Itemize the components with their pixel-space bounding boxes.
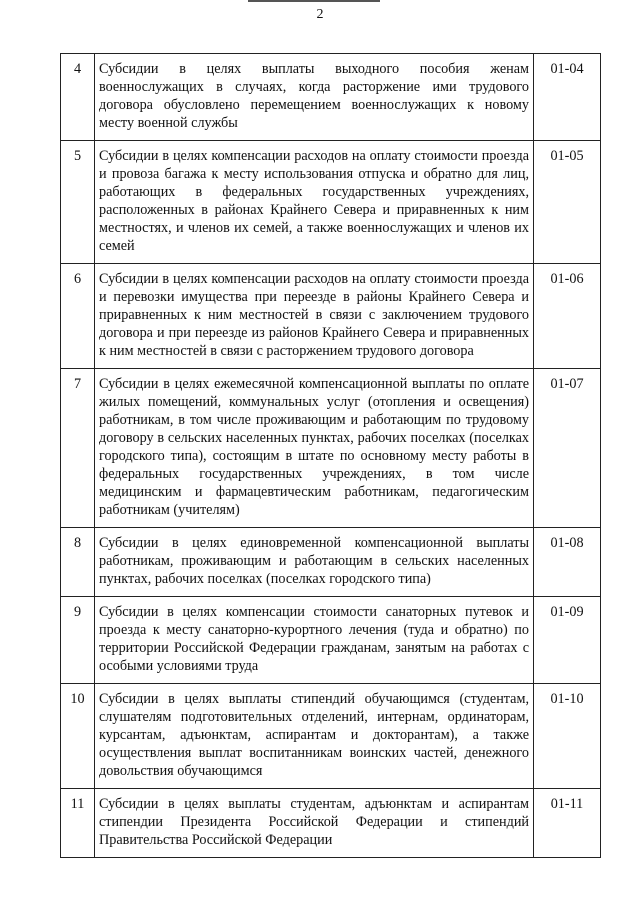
- row-code: 01-09: [534, 597, 601, 684]
- row-code: 01-08: [534, 528, 601, 597]
- top-rule: [248, 0, 380, 2]
- page-number: 2: [316, 7, 324, 22]
- row-description: Субсидии в целях единовременной компенсационной выплаты работникам, проживающим и работающим в сельских населенных пунктах, рабочих поселках (поселках городского типа): [95, 528, 534, 597]
- row-description: Субсидии в целях ежемесячной компенсационной выплаты по оплате жилых помещений, коммунальных услуг (отопления и освещения) работникам, в том числе проживающим и работающим по трудовому договору в сельских населенных пунктах, рабочих поселках (поселках городского типа), состоящим в штате по основному месту работы в федеральных государственных учреждениях, в том числе медицинским и фармацевтическим работникам, педагогическим работникам (учителям): [95, 369, 534, 528]
- row-description: Субсидии в целях компенсации расходов на оплату стоимости проезда и провоза багажа к месту использования отпуска и обратно для лиц, работающих в федеральных государственных учреждениях, расположенных в районах Крайнего Севера и приравненных к ним местностях, и членов их семей, а также военнослужащих и членов их семей: [95, 141, 534, 264]
- row-number: 6: [61, 264, 95, 369]
- table-row: [61, 528, 601, 597]
- row-code: 01-07: [534, 369, 601, 528]
- row-code: 01-05: [534, 141, 601, 264]
- row-description: Субсидии в целях выплаты выходного пособия женам военнослужащих в случаях, когда расторжение ими трудового договора обусловлено перемещением военнослужащих к новому месту военной службы: [95, 54, 534, 141]
- row-number: 10: [61, 684, 95, 789]
- row-description: Субсидии в целях компенсации расходов на оплату стоимости проезда и перевозки имущества при переезде в районы Крайнего Севера и приравненных к ним местностей в связи с заключением трудового договора и при переезде из районов Крайнего Севера и приравненных к ним местностей в связи с расторжением трудового договора: [95, 264, 534, 369]
- row-number: 9: [61, 597, 95, 684]
- row-number: 11: [61, 789, 95, 858]
- table-row: [61, 54, 601, 141]
- table-row: [61, 369, 601, 528]
- table-row: [61, 597, 601, 684]
- row-code: 01-11: [534, 789, 601, 858]
- row-number: 7: [61, 369, 95, 528]
- row-description: Субсидии в целях выплаты стипендий обучающимся (студентам, слушателям подготовительных отделений, интернам, ординаторам, курсантам, адъюнктам, аспирантам и докторантам), а также осуществления выплат воспитанникам воинских частей, денежного довольствия обучающимся: [95, 684, 534, 789]
- row-description: Субсидии в целях компенсации стоимости санаторных путевок и проезда к месту санаторно-курортного лечения (туда и обратно) по территории Российской Федерации гражданам, занятым на работах с особыми условиями труда: [95, 597, 534, 684]
- row-number: 8: [61, 528, 95, 597]
- subsidy-table: [60, 53, 601, 858]
- row-code: 01-06: [534, 264, 601, 369]
- row-code: 01-10: [534, 684, 601, 789]
- table-row: [61, 141, 601, 264]
- row-number: 5: [61, 141, 95, 264]
- table-row: [61, 789, 601, 858]
- row-number: 4: [61, 54, 95, 141]
- row-code: 01-04: [534, 54, 601, 141]
- table-row: [61, 684, 601, 789]
- table-row: [61, 264, 601, 369]
- row-description: Субсидии в целях выплаты студентам, адъюнктам и аспирантам стипендии Президента Российской Федерации и стипендий Правительства Российской Федерации: [95, 789, 534, 858]
